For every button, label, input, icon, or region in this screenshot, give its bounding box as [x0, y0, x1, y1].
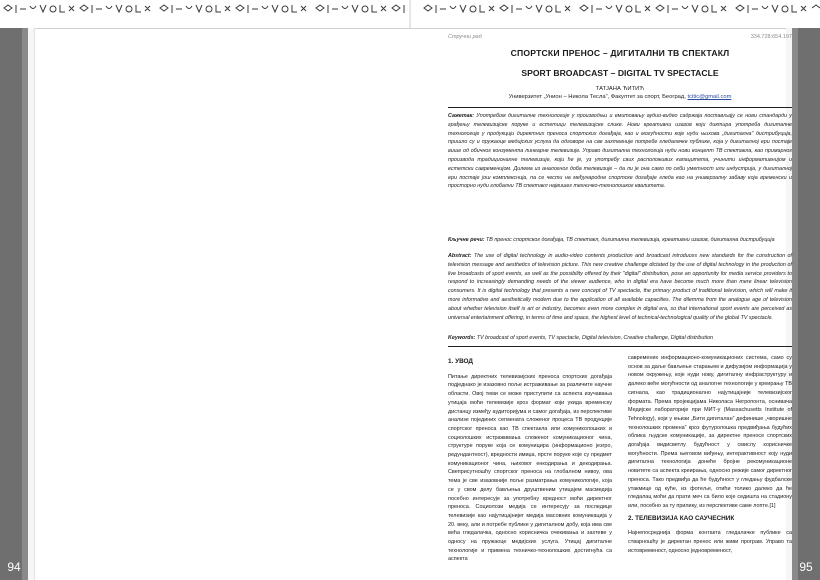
page-number-left: 94 [7, 560, 21, 574]
author-name: ТАТЈАНА ЋИТИЋ [595, 86, 645, 92]
article-page [448, 28, 792, 580]
gutter-line [34, 28, 35, 580]
section-heading-introduction: 1. УВОД [448, 358, 473, 365]
header-rule [448, 107, 792, 108]
keywords-serbian-text: ТВ пренос спортског догађаја, ТВ спектакл, дигитална телевизија, креативни изазов, дигитална дистрибуција [486, 237, 775, 243]
section-heading-television: 2. ТЕЛЕВИЗИЈА КАО САУЧЕСНИК [628, 514, 735, 522]
abstract-serbian-label: Сажетак: [448, 113, 475, 119]
keywords-english [448, 334, 792, 343]
affiliation-text: Универзитет „Унион – Никола Тесла”, Факултет за спорт, Београд, [508, 94, 686, 100]
keywords-serbian [448, 236, 792, 245]
abstract-serbian [448, 112, 792, 191]
body-column-left [448, 354, 612, 564]
title-english: SPORT BROADCAST – DIGITAL TV SPECTACLE [521, 68, 719, 78]
body-rule [448, 346, 792, 347]
title-serbian: СПОРТСКИ ПРЕНОС – ДИГИТАЛНИ ТВ СПЕКТАКЛ [510, 48, 730, 58]
abstract-serbian-text: Употребом дигиталне технологије у производњи и емитовању аудио-видео садржаја постављају се нови стандарди у грађењу телевизијске поруке и естетици телевизијске слике. Нови креативни изазов који диктира употреба дигиталне технологије у продукцији директних преноса спортских догађаја, као и могућности које нуди њихова „дигитална” дистрибуција, пришло су и пружаоце медијских услуга да одговоре на све захтевније потребе гледалачке публике, која у дигиталној ери постаје више од обичног конзумента линеарне телевизије. Управо дигитална технологија нуди нови концепт ТВ спектакла, као примарног производа традиционалне телевизије, који ће је, уз употребу свих расположивих капацитета, учинити информативнијом и естетски савременијом. Дилема из аналогног доба телевизије – да ли је она само по себи уметност или индустрија, у дигиталној ери постаје још комплекснија, па се чести на међународне спортске догађаје гледа као на универзалну забаву која временски и просторно нуди глобални ТВ спектакл највишег техничко-технолошког квалитета. [448, 113, 792, 190]
author-email-link[interactable]: tcitic@gmail.com [687, 94, 732, 100]
running-header-right: 334.728:654.197 [750, 34, 792, 40]
running-header-left: Стручни рад [448, 34, 482, 40]
keywords-english-text: TV broadcast of sport events, TV spectacle, Digital television, Creative challenge, Digital distribution [476, 335, 713, 341]
section-introduction-continued: савремених информационо-комуникационих система, само су основ за даље бављење старањем и дифузијом информација у новом окружењу, које нуди нову, дигиталну инфраструктуру и далеко веће могућности од аналогне технологије у креирању ТВ сигнала, као традиционално најутицајније телевизијског формата. Према пројекцијама Николаса Негропонта, оснивача Медијске лабораторије при МИТ-у (Massachusetts Institute of Tehnology), који у књизи „Бити дигиталан” дефинише „чворишне технолошких промена” кроз футуролошка предвиђања будућих облика људске комуникације, за директне преносе спортских догађаја видисветлу будућност у смислу корисничке могућности. Према његовом виђењу, интерактивност коју нуди дигитална технологија донеће бројне рекомуникационе новитете са аспекта креирања, односно режије самог директног преноса. Тако предвиђа да ће будућност у гледању фудбалске утакмице од куће, из фотеље, отићи толико далеко да ће гледалац моћи да прати меч са било које седишта на стадиону или, посебно за ту прилику, из перспективе саме лопте.[1] [628, 355, 792, 509]
page-number-right: 95 [799, 560, 813, 574]
abstract-english [448, 252, 792, 322]
section-introduction-text: Питање директних телевизијских преноса спортских догађаја подједнако је изазовно поље истраживање за различите научне области. Овој теми се може приступити са аспекта изучавања утицаја моћи телевизије кроз формат који укида временску дистанцу између аудиторијума и самог догађаја, из перспективе анализе појединих сегмената сложеног процеса ТВ продукције спортског преноса као ТВ спектакла или комуниколошких и социолошких истраживања сложеног комуникационог чина, структуре поруке која се комуницира (информационо језгро, редундантност), вредности имиџа, ярсте поруке које су предмет комуникационог чина, њиховог енкодирања и декодирања. Свеприсутношћу спортског преноса на глобалном нивоу, ова тема је све изазовније поље разматрања комуникологије, која се у свом делу бављења друштвеним утицајем масмедија посебно интересује за употребну вредност моћи директног преноса. Социолози медија се интересују за последице телевизије као најутицајнијег медија масовних комуникација у 20. веку, али и потребе публике у дигиталном добу, која има све већа гледалачка, односно корисничка очекивања и захтеве у односу на пружаоце медијских услуга. Утицај дигиталне технологије и примена техничко-технолошких достигнућа са аспекта [448, 373, 612, 563]
affiliation [448, 94, 792, 100]
keywords-serbian-label: Кључне речи: [448, 237, 485, 243]
decorative-top-border [0, 0, 820, 28]
left-margin-bar [0, 28, 28, 580]
keywords-english-label: Keywords: [448, 335, 476, 341]
abstract-english-label: Abstract: [448, 253, 472, 259]
body-column-right [628, 354, 792, 555]
abstract-english-text: The use of digital technology in audio-video contents production and broadcast introduces new standards for the construction of television message and aesthetics of television picture. This new creative challenge dictated by the use of digital technology in the production of live broadcasts of sport events, as well as the possibility offered by their "digital" distribution, pose an opportunity for media service providers to respond to increasingly demanding needs of the viewer audience, who in digital era have become much more than mere linear television consumers. It is digital technology that presents a new concept of TV spectacle, the primary product of traditional television, which will make it more informative and aesthetically modern due to the application of all available capacities. The dilemma from the analogue age of television about whether television itself is art or industry, becomes even more complex in digital era, so that international sport events are perceived as universal entertainment offering, in terms of time and space, the highest level of technical-technological quality of the global TV spectacle. [448, 253, 792, 321]
section-television-text: Најнепосреднија форма контакта гледалачке публике са стварношћу је директан пренос или живи програм. Управо та истовременост, односно једновременост, [628, 530, 792, 554]
right-margin-bar [792, 28, 820, 580]
